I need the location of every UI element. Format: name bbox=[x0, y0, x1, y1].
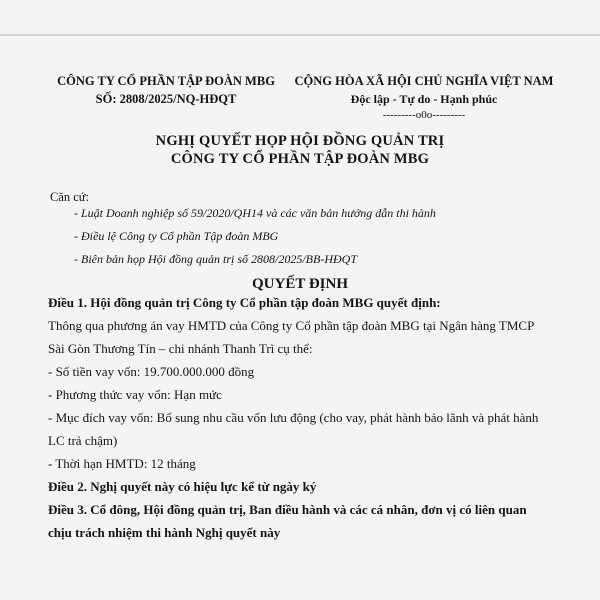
article-2: Điều 2. Nghị quyết này có hiệu lực kể từ ngày ký bbox=[48, 479, 317, 494]
national-header bbox=[290, 72, 558, 122]
document-title bbox=[0, 132, 600, 168]
article-1-intro-line-1: Thông qua phương án vay HMTD của Công ty Cổ phần tập đoàn MBG tại Ngân hàng TMCP bbox=[48, 318, 535, 333]
header-divider: ---------o0o--------- bbox=[382, 109, 466, 121]
article-3-line-2: chịu trách nhiệm thi hành Nghị quyết này bbox=[48, 525, 281, 540]
article-1-intro-line-2: Sài Gòn Thương Tín – chi nhánh Thanh Trì cụ thể: bbox=[48, 341, 313, 356]
decision-heading: QUYẾT ĐỊNH bbox=[252, 276, 348, 292]
decision-body bbox=[48, 291, 548, 544]
basis-item: - Luật Doanh nghiệp số 59/2020/QH14 và các văn bản hướng dẫn thi hành bbox=[74, 206, 436, 220]
document-number: SỐ: 2808/2025/NQ-HĐQT bbox=[95, 92, 237, 106]
article-1-title: Điều 1. Hội đồng quản trị Công ty Cổ phần tập đoàn MBG quyết định: bbox=[48, 295, 441, 310]
article-3-line-1: Điều 3. Cổ đông, Hội đồng quản trị, Ban điều hành và các cá nhân, đơn vị có liên quan bbox=[48, 502, 527, 517]
country-name: CỘNG HÒA XÃ HỘI CHỦ NGHĨA VIỆT NAM bbox=[294, 74, 554, 88]
title-line-2: CÔNG TY CỔ PHẦN TẬP ĐOÀN MBG bbox=[170, 151, 430, 167]
loan-method: - Phương thức vay vốn: Hạn mức bbox=[48, 387, 222, 402]
title-line-1: NGHỊ QUYẾT HỌP HỘI ĐỒNG QUẢN TRỊ bbox=[155, 133, 445, 149]
loan-purpose-line-1: - Mục đích vay vốn: Bổ sung nhu cầu vốn lưu động (cho vay, phát hành bảo lãnh và phát hành bbox=[48, 410, 539, 425]
basis-item: - Biên bản họp Hội đồng quản trị số 2808/2025/BB-HĐQT bbox=[74, 252, 357, 266]
loan-term: - Thời hạn HMTD: 12 tháng bbox=[48, 456, 196, 471]
issuer-block bbox=[56, 72, 276, 108]
basis-item: - Điều lệ Công ty Cổ phần Tập đoàn MBG bbox=[74, 229, 279, 243]
national-motto: Độc lập - Tự do - Hạnh phúc bbox=[350, 92, 498, 106]
loan-purpose-line-2: LC trả chậm) bbox=[48, 433, 118, 448]
bases-label: Căn cứ: bbox=[50, 190, 90, 204]
company-name: CÔNG TY CỔ PHẦN TẬP ĐOÀN MBG bbox=[57, 74, 275, 88]
loan-amount: - Số tiền vay vốn: 19.700.000.000 đồng bbox=[48, 364, 255, 379]
bases-list bbox=[74, 202, 436, 271]
